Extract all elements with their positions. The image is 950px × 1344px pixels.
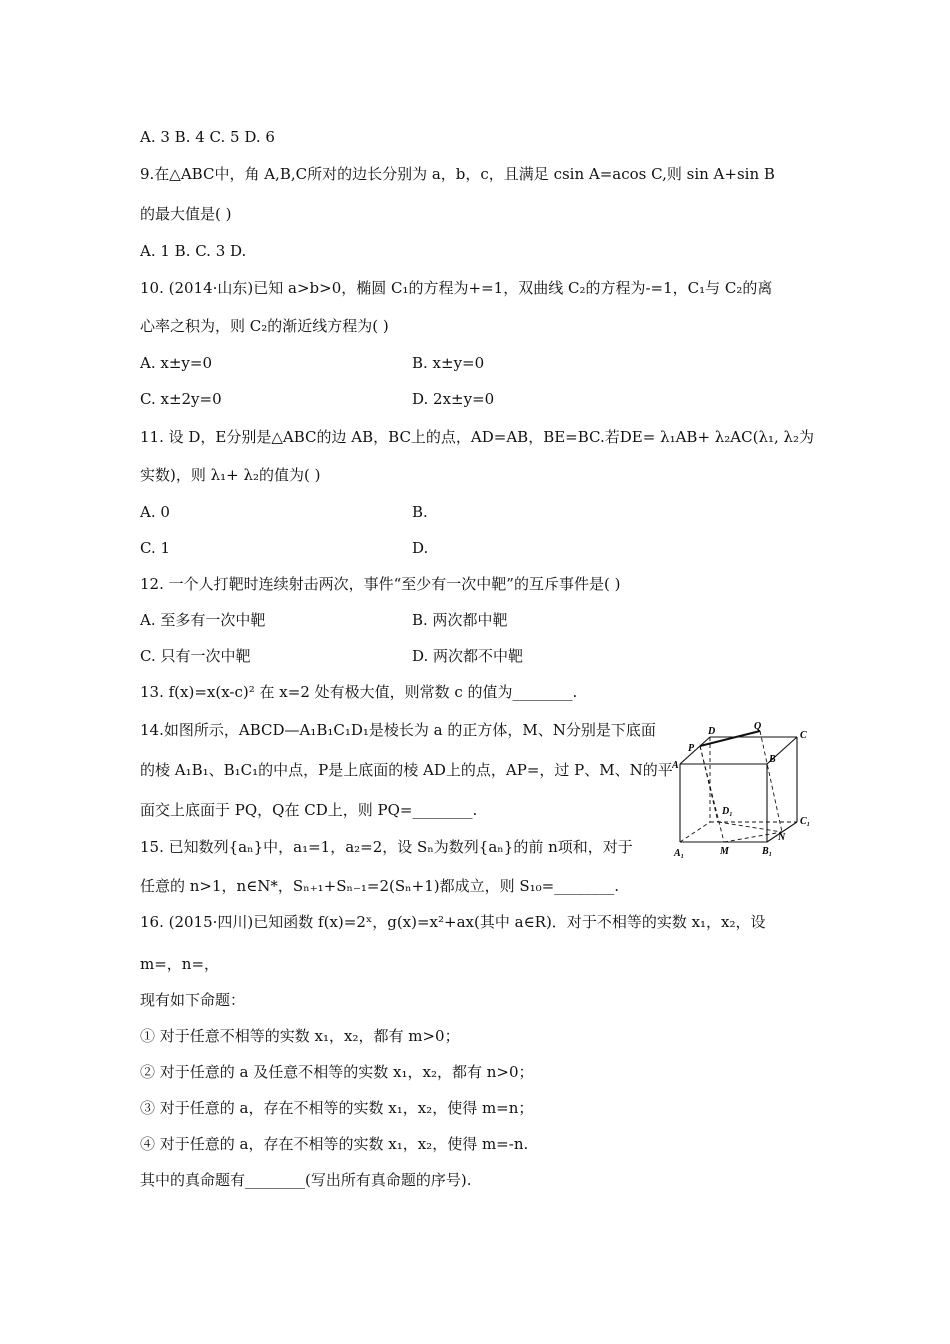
label-D: D <box>708 726 716 737</box>
q16-line1: 16. (2015·四川)已知函数 f(x)=2ˣ，g(x)=x²+ax(其中 a∈R)．对于不相等的实数 x₁，x₂，设 <box>140 913 766 931</box>
label-M: M <box>720 846 729 857</box>
label-C1: C₁ <box>800 816 811 827</box>
q16-proposition-1: ① 对于任意不相等的实数 x₁，x₂，都有 m>0； <box>140 1027 460 1045</box>
q16-conclusion: 其中的真命题有________(写出所有真命题的序号). <box>140 1171 472 1189</box>
label-A1: A₁ <box>674 848 685 859</box>
q10-option-c: C. x±2y=0 <box>140 390 222 408</box>
q11-option-d: D. <box>412 539 429 557</box>
label-C: C <box>800 730 807 741</box>
q12-option-b: B. 两次都中靶 <box>412 611 508 629</box>
q11-line1: 11. 设 D，E分别是△ABC的边 AB，BC上的点，AD=AB，BE=BC.若DE= λ₁AB+ λ₂AC(λ₁, λ₂为 <box>140 428 815 446</box>
q10-option-a: A. x±y=0 <box>140 354 212 372</box>
q14-line2: 的棱 A₁B₁、B₁C₁的中点，P是上底面的棱 AD上的点，AP=，过 P、M、N的平 <box>140 761 673 779</box>
q13-line1: 13. f(x)=x(x-c)² 在 x=2 处有极大值，则常数 c 的值为________. <box>140 683 578 701</box>
q11-option-c: C. 1 <box>140 539 171 557</box>
q10-line2: 心率之积为，则 C₂的渐近线方程为( ) <box>140 317 389 335</box>
q16-line2: m=，n=， <box>140 955 220 973</box>
q12-line1: 12. 一个人打靶时连续射击两次，事件“至少有一次中靶”的互斥事件是( ) <box>140 575 621 593</box>
q16-proposition-2: ② 对于任意的 a 及任意不相等的实数 x₁，x₂，都有 n>0； <box>140 1063 534 1081</box>
label-B: B <box>769 754 776 765</box>
label-P: P <box>688 743 695 754</box>
q9-options: A. 1 B. C. 3 D. <box>140 242 247 260</box>
q10-option-b: B. x±y=0 <box>412 354 485 372</box>
q12-option-c: C. 只有一次中靶 <box>140 647 251 665</box>
q11-line2: 实数)，则 λ₁+ λ₂的值为( ) <box>140 466 321 484</box>
q9-line1: 9.在△ABC中，角 A,B,C所对的边长分别为 a，b，c，且满足 csin A=acos C,则 sin A+sin B <box>140 165 775 183</box>
q12-option-d: D. 两次都不中靶 <box>412 647 524 665</box>
q16-proposition-4: ④ 对于任意的 a，存在不相等的实数 x₁，x₂，使得 m=-n. <box>140 1135 529 1153</box>
q12-option-a: A. 至多有一次中靶 <box>140 611 266 629</box>
q11-option-b: B. <box>412 503 428 521</box>
cube-figure <box>672 722 822 862</box>
label-A: A <box>672 760 679 771</box>
q14-line3: 面交上底面于 PQ，Q在 CD上，则 PQ=________. <box>140 801 478 819</box>
label-B1: B₁ <box>762 846 773 857</box>
q10-option-d: D. 2x±y=0 <box>412 390 495 408</box>
q15-line2: 任意的 n>1，n∈N*，Sₙ₊₁+Sₙ₋₁=2(Sₙ+1)都成立，则 S₁₀=________. <box>140 877 619 895</box>
q11-option-a: A. 0 <box>140 503 170 521</box>
q15-line1: 15. 已知数列{aₙ}中，a₁=1，a₂=2，设 Sₙ为数列{aₙ}的前 n项和，对于 <box>140 838 633 856</box>
q8-options: A. 3 B. 4 C. 5 D. 6 <box>140 128 275 146</box>
q16-proposition-3: ③ 对于任意的 a，存在不相等的实数 x₁，x₂，使得 m=n； <box>140 1099 534 1117</box>
label-D1: D₁ <box>722 806 733 817</box>
q14-line1: 14.如图所示，ABCD—A₁B₁C₁D₁是棱长为 a 的正方体，M、N分别是下底面 <box>140 721 656 739</box>
label-Q: Q <box>754 722 762 732</box>
label-N: N <box>778 832 786 843</box>
q16-line3: 现有如下命题： <box>140 991 246 1009</box>
cube-diagram <box>672 722 822 862</box>
q10-line1: 10. (2014·山东)已知 a>b>0，椭圆 C₁的方程为+=1，双曲线 C₂的方程为-=1，C₁与 C₂的离 <box>140 279 773 297</box>
q9-line2: 的最大值是( ) <box>140 205 232 223</box>
